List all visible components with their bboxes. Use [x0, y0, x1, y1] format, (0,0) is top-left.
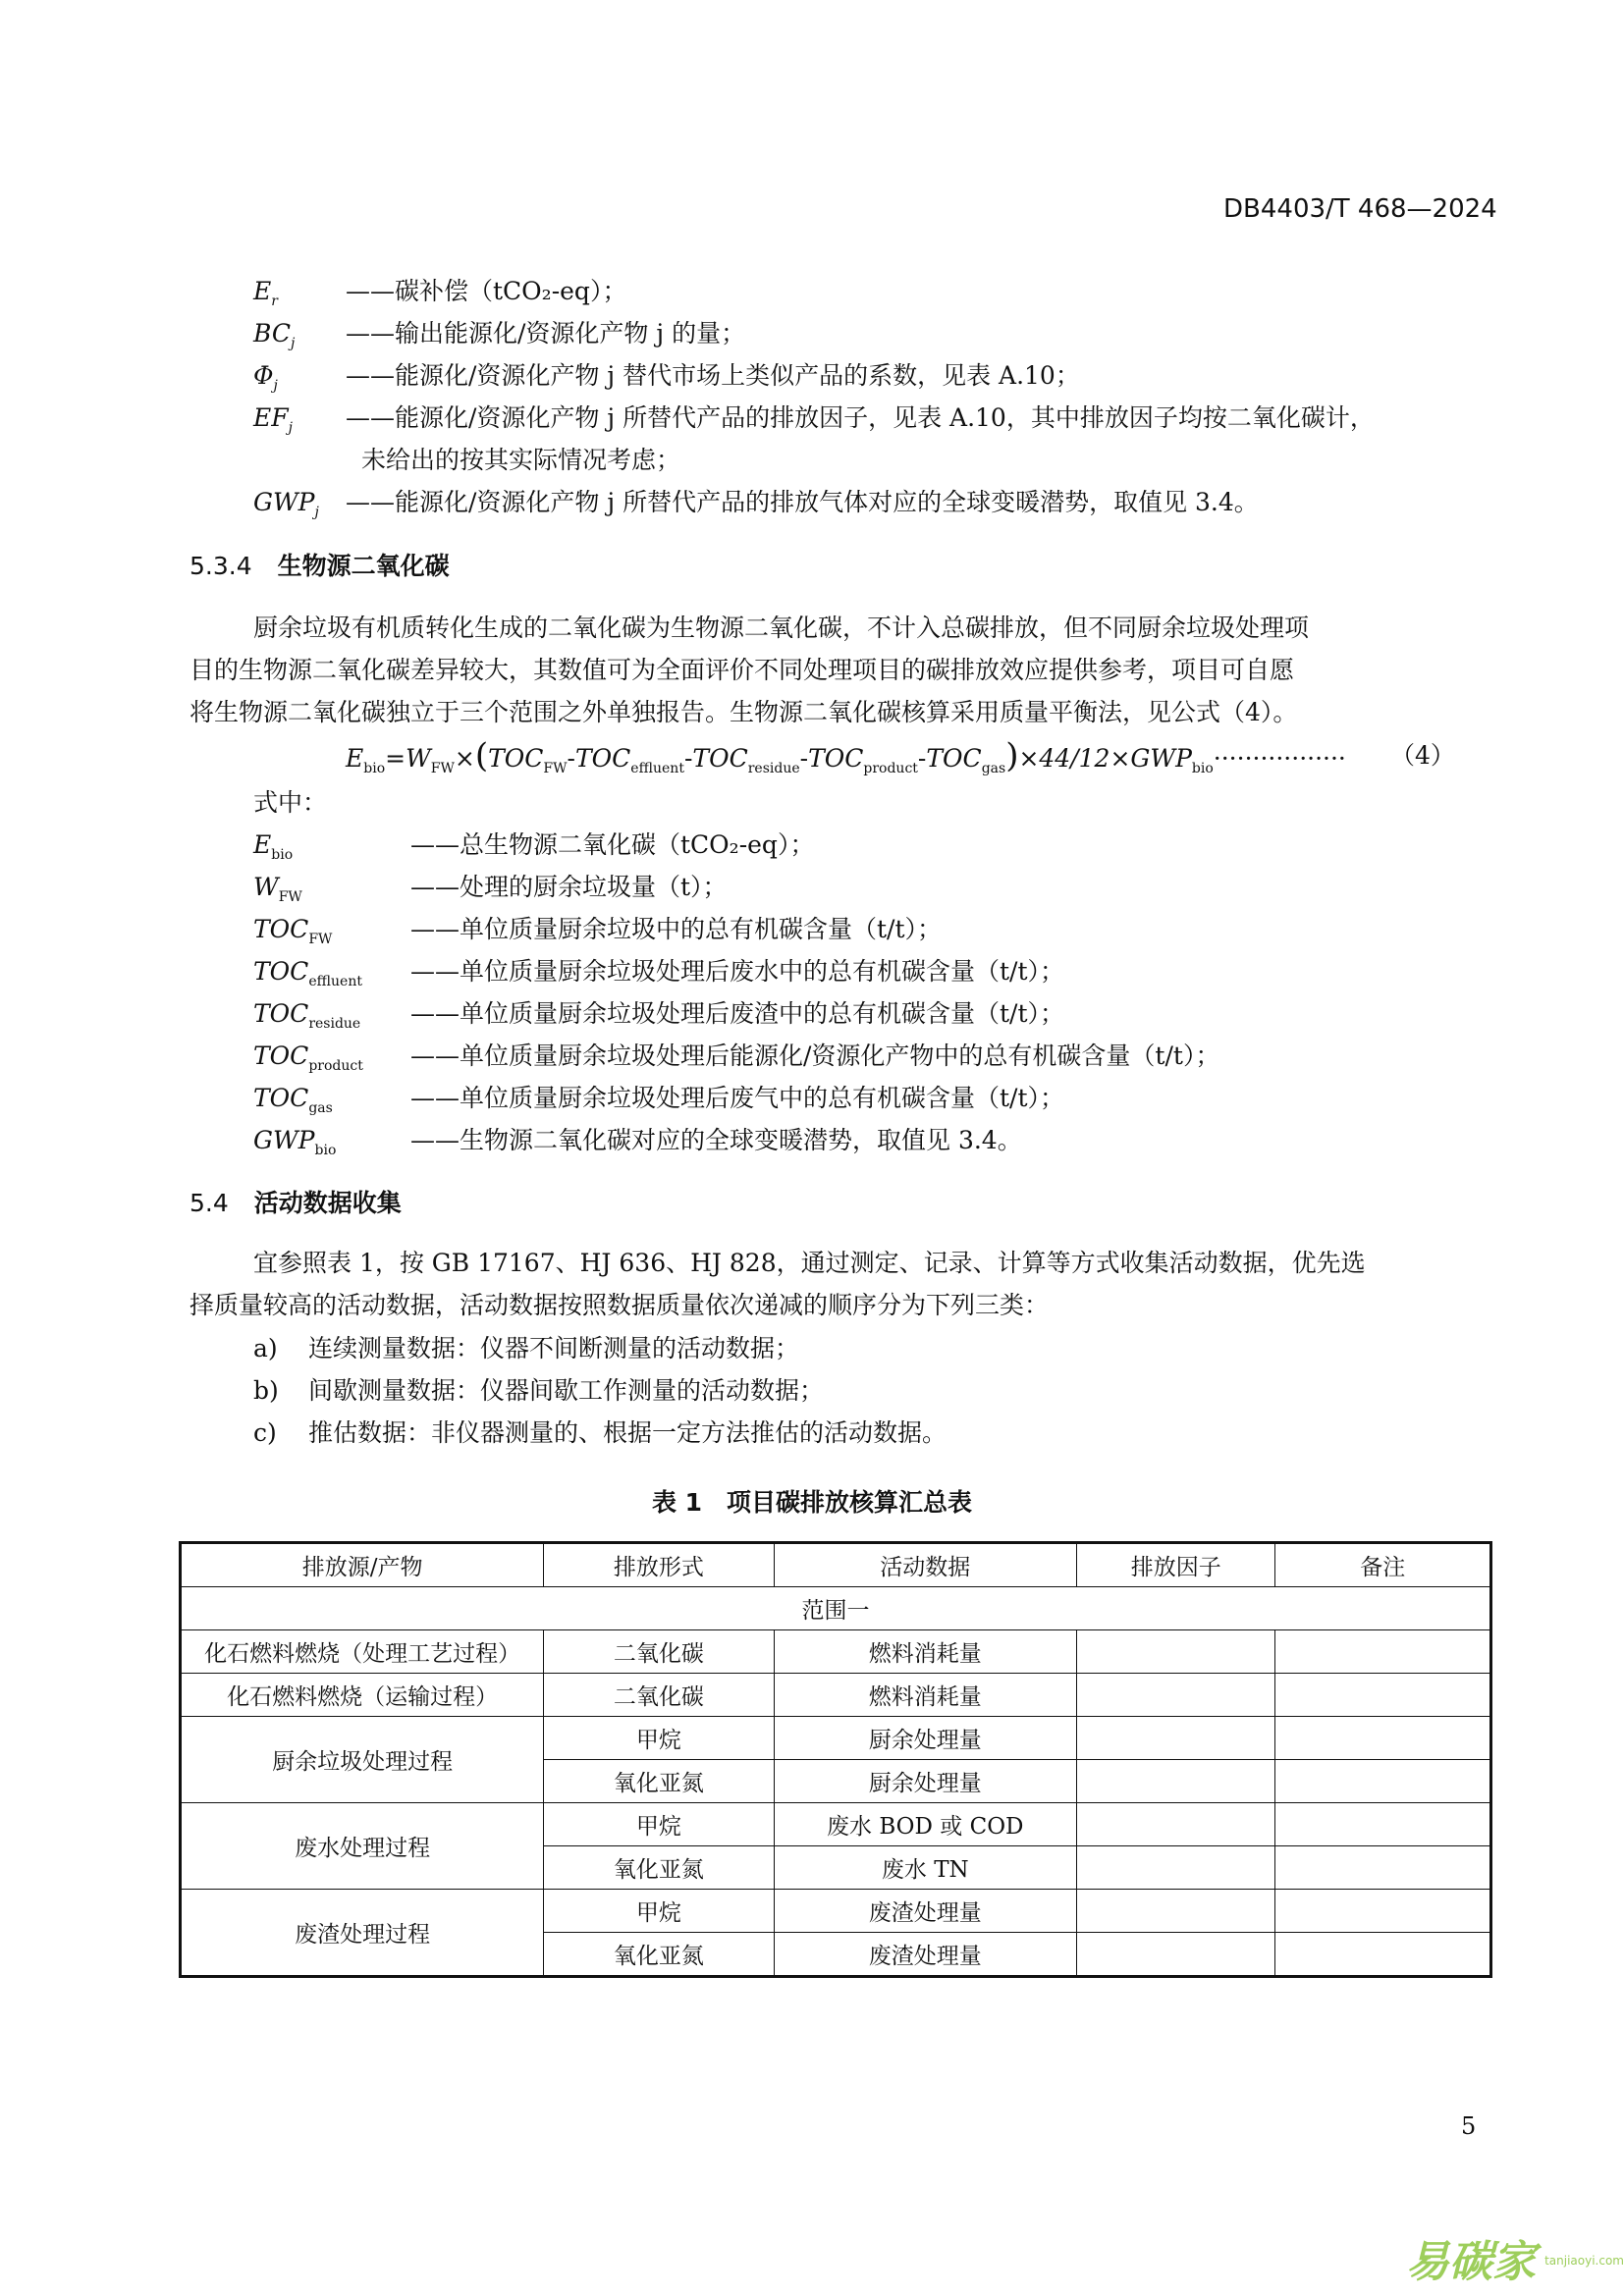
def-row	[253, 828, 814, 873]
activity-cell: 废水 BOD 或 COD	[774, 1803, 1076, 1846]
table-row	[181, 1803, 1491, 1846]
def-symbol: $TOC_{product}$	[253, 1041, 363, 1074]
def-symbol: $E_{bio}$	[253, 830, 294, 863]
def-text: ——单位质量厨余垃圾处理后废水中的总有机碳含量（t/t）；	[410, 957, 1065, 986]
source-cell: 化石燃料燃烧（运输过程）	[181, 1674, 544, 1717]
table-row	[181, 1674, 1491, 1717]
def-row	[253, 1039, 1219, 1084]
def-row	[253, 358, 1080, 403]
def-text: ——单位质量厨余垃圾处理后废气中的总有机碳含量（t/t）；	[410, 1084, 1065, 1112]
source-cell: 厨余垃圾处理过程	[181, 1717, 544, 1803]
def-row	[253, 485, 1259, 530]
def-symbol: $GWP_j$	[253, 488, 319, 520]
factor-cell	[1076, 1846, 1275, 1890]
source-cell: 化石燃料燃烧（处理工艺过程）	[181, 1630, 544, 1674]
remark-cell	[1275, 1890, 1491, 1933]
factor-cell	[1076, 1630, 1275, 1674]
table-header-cell: 备注	[1275, 1543, 1491, 1587]
remark-cell	[1275, 1933, 1491, 1977]
def-text: ——单位质量厨余垃圾中的总有机碳含量（t/t）；	[410, 915, 943, 943]
remark-cell	[1275, 1674, 1491, 1717]
def-symbol: $TOC_{residue}$	[253, 999, 361, 1032]
def-row	[253, 1123, 1022, 1168]
def-symbol: $TOC_{effluent}$	[253, 957, 362, 989]
section-heading-5-3-4: 5.3.4 生物源二氧化碳	[189, 552, 450, 580]
activity-cell: 燃料消耗量	[774, 1630, 1076, 1674]
remark-cell	[1275, 1630, 1491, 1674]
def-row	[253, 316, 745, 361]
def-symbol: $EF_j$	[253, 403, 293, 436]
remark-cell	[1275, 1760, 1491, 1803]
factor-cell	[1076, 1803, 1275, 1846]
source-cell: 废渣处理过程	[181, 1890, 544, 1977]
def-row	[253, 1081, 1064, 1126]
table-header-cell: 排放源/产物	[181, 1543, 544, 1587]
def-symbol: $W_{FW}$	[253, 873, 302, 905]
def-row	[253, 400, 1375, 446]
activity-cell: 废水 TN	[774, 1846, 1076, 1890]
def-text: ——处理的厨余垃圾量（t）；	[410, 873, 728, 901]
activity-cell: 废渣处理量	[774, 1890, 1076, 1933]
def-text: ——单位质量厨余垃圾处理后能源化/资源化产物中的总有机碳含量（t/t）；	[410, 1041, 1220, 1070]
def-symbol: $E_r$	[253, 277, 278, 309]
where-label: 式中：	[253, 788, 328, 817]
form-cell: 氧化亚氮	[544, 1933, 774, 1977]
table-header-cell: 活动数据	[774, 1543, 1076, 1587]
factor-cell	[1076, 1933, 1275, 1977]
form-cell: 甲烷	[544, 1717, 774, 1760]
remark-cell	[1275, 1717, 1491, 1760]
paragraph-line: 将生物源二氧化碳独立于三个范围之外单独报告。生物源二氧化碳核算采用质量平衡法，见公式（4）。	[189, 698, 1298, 726]
table-header-cell: 排放因子	[1076, 1543, 1275, 1587]
def-continuation: 未给出的按其实际情况考虑；	[361, 446, 681, 474]
table-caption: 表 1 项目碳排放核算汇总表	[651, 1488, 973, 1517]
table-row	[181, 1587, 1491, 1630]
def-text: ——能源化/资源化产物 j 所替代产品的排放气体对应的全球变暖潜势，取值见 3.4。	[346, 488, 1259, 516]
remark-cell	[1275, 1846, 1491, 1890]
factor-cell	[1076, 1760, 1275, 1803]
section-heading-5-4: 5.4 活动数据收集	[189, 1189, 402, 1217]
def-text: ——生物源二氧化碳对应的全球变暖潜势，取值见 3.4。	[410, 1126, 1022, 1154]
form-cell: 甲烷	[544, 1890, 774, 1933]
scope-label-cell: 范围一	[181, 1587, 1491, 1630]
activity-cell: 燃料消耗量	[774, 1674, 1076, 1717]
def-row	[253, 954, 1064, 999]
table-row	[181, 1717, 1491, 1760]
paragraph-line: 目的生物源二氧化碳差异较大，其数值可为全面评价不同处理项目的碳排放效应提供参考，项目可自愿	[189, 656, 1295, 684]
page-number: 5	[1461, 2112, 1477, 2140]
activity-cell: 废渣处理量	[774, 1933, 1076, 1977]
form-cell: 氧化亚氮	[544, 1846, 774, 1890]
paragraph-line: 宜参照表 1，按 GB 17167、HJ 636、HJ 828，通过测定、记录、计算等方式收集活动数据，优先选	[253, 1249, 1366, 1277]
remark-cell	[1275, 1803, 1491, 1846]
factor-cell	[1076, 1674, 1275, 1717]
form-cell: 二氧化碳	[544, 1630, 774, 1674]
def-text: ——输出能源化/资源化产物 j 的量；	[346, 319, 746, 347]
def-row	[253, 996, 1064, 1041]
list-item: a) 连续测量数据：仪器不间断测量的活动数据；	[253, 1334, 800, 1362]
table-row	[181, 1630, 1491, 1674]
factor-cell	[1076, 1890, 1275, 1933]
document-code: DB4403/T 468—2024	[1223, 194, 1497, 224]
def-symbol: $GWP_{bio}$	[253, 1126, 337, 1158]
def-row	[253, 870, 728, 915]
source-cell: 废水处理过程	[181, 1803, 544, 1890]
form-cell: 甲烷	[544, 1803, 774, 1846]
def-text: ——单位质量厨余垃圾处理后废渣中的总有机碳含量（t/t）；	[410, 999, 1065, 1028]
def-symbol: $TOC_{gas}$	[253, 1084, 333, 1116]
paragraph-line: 择质量较高的活动数据，活动数据按照数据质量依次递减的顺序分为下列三类：	[189, 1291, 1050, 1319]
def-symbol: $\Phi_j$	[253, 361, 278, 394]
activity-cell: 厨余处理量	[774, 1717, 1076, 1760]
def-symbol: $TOC_{FW}$	[253, 915, 333, 947]
form-cell: 二氧化碳	[544, 1674, 774, 1717]
table-row	[181, 1890, 1491, 1933]
factor-cell	[1076, 1717, 1275, 1760]
table-header-cell: 排放形式	[544, 1543, 774, 1587]
list-item: b) 间歇测量数据：仪器间歇工作测量的活动数据；	[253, 1376, 825, 1405]
def-text: ——碳补偿（tCO₂-eq）；	[346, 277, 627, 305]
form-cell: 氧化亚氮	[544, 1760, 774, 1803]
paragraph-line: 厨余垃圾有机质转化生成的二氧化碳为生物源二氧化碳，不计入总碳排放，但不同厨余垃圾处理项	[253, 614, 1310, 642]
formula-4: $E_{bio}=W_{FW}\times(TOC_{FW}-TOC_{effluent}-TOC_{residue}-TOC_{product}-TOC_{gas})\times 44/12\times GWP_{bio}\cdot\cdot\cdot\cdot\cdot\cdot\cdot\cdot\cdot\cdot\cdot\cdot\cdot\cdot\cdot\cdot\cdot$	[346, 736, 1346, 776]
def-row	[253, 912, 942, 957]
table-header-row	[181, 1543, 1491, 1587]
def-text: ——总生物源二氧化碳（tCO₂-eq）；	[410, 830, 815, 859]
def-text: ——能源化/资源化产物 j 所替代产品的排放因子，见表 A.10，其中排放因子均按二氧化碳计，	[346, 403, 1375, 432]
watermark-logo: 易碳家 $^{tanjiaoyi.com}$	[1406, 2237, 1624, 2287]
def-symbol: $BC_j$	[253, 319, 296, 351]
def-row	[253, 274, 626, 319]
formula-number: （4）	[1390, 741, 1455, 770]
def-text: ——能源化/资源化产物 j 替代市场上类似产品的系数，见表 A.10；	[346, 361, 1080, 390]
activity-cell: 厨余处理量	[774, 1760, 1076, 1803]
list-item: c) 推估数据：非仪器测量的、根据一定方法推估的活动数据。	[253, 1418, 947, 1447]
emission-summary-table	[179, 1541, 1492, 1978]
